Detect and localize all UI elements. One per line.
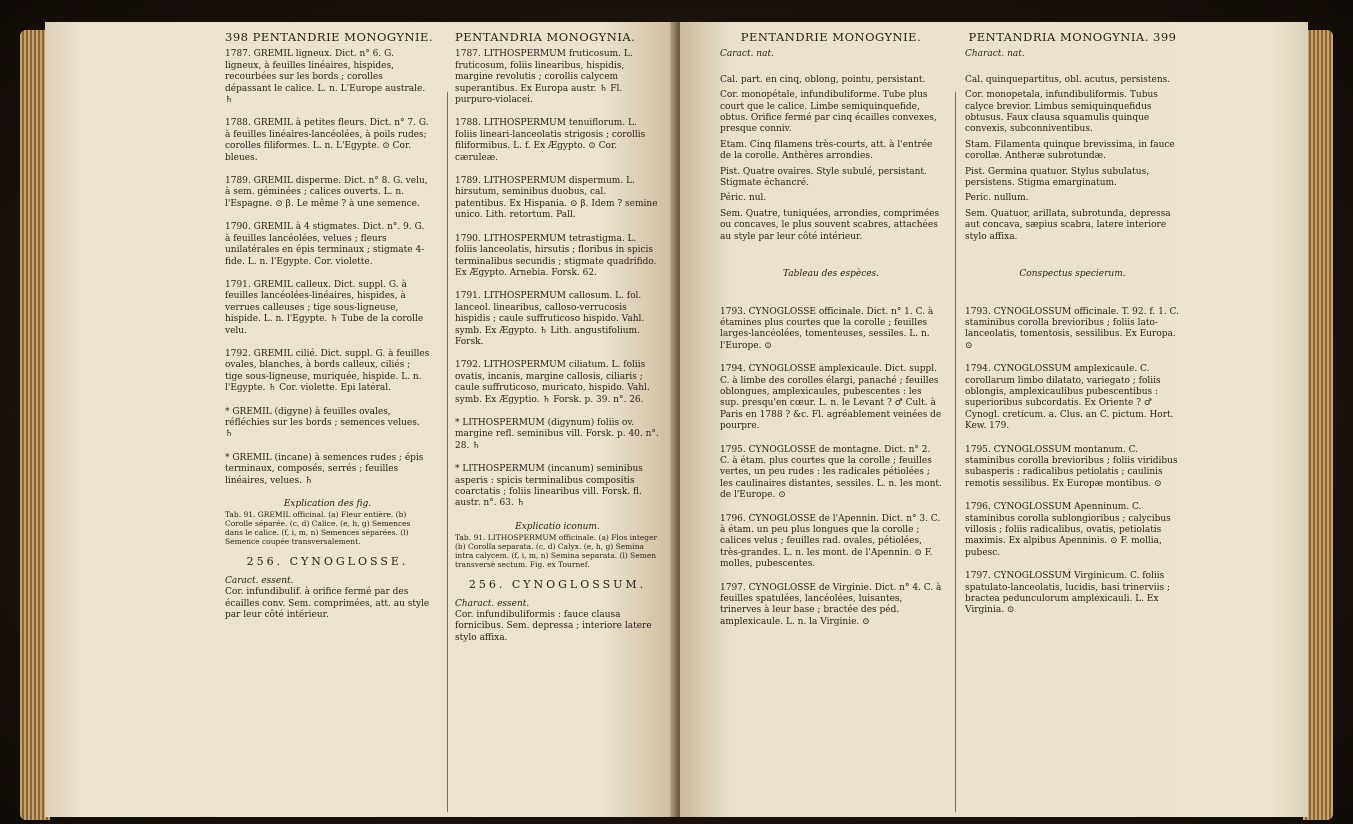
explication-title: Explication des fig. [283, 499, 372, 509]
left-latin-column [455, 32, 660, 644]
charact-label: Caract. essent. [225, 575, 294, 586]
char-paragraph: Pist. Quatre ovaires. Style subulé, persistant. Stigmate échancré. [720, 166, 927, 189]
entry: 1792. LITHOSPERMUM ciliatum. L. foliis ovatis, incanis, margine callosis, ciliaris ; caule suffruticoso, muricato, hispido. Vahl. symb. Ex Ægyptio. ♄ Forsk. p. 39. n°. 26. [455, 360, 650, 405]
char-paragraph: Pist. Germina quatuor. Stylus subulatus, persistens. Stigma emarginatum. [965, 166, 1150, 189]
column-rule [955, 92, 956, 812]
entry: 1795. CYNOGLOSSE de montagne. Dict. n° 2. C. à étam. plus courtes que la corolle ; feuilles vertes, un peu rudes : les radicales pétiolées ; les caulinaires distantes, sessiles. L. n. les mont. de l'Europe. ⊙ [720, 444, 942, 501]
entry: 1790. LITHOSPERMUM tetrastigma. L. foliis lanceolatis, hirsutis ; floribus in spicis terminalibus secundis ; stigmate quadrifido. Ex Ægypto. Arnebia. Forsk. 62. [455, 233, 657, 278]
entry: 1790. GREMIL à 4 stigmates. Dict. n°. 9. G. à feuilles lancéolées, velues ; fleurs unilatérales en épis terminaux ; stigmate 4-fide. L. n. l'Egypte. Cor. violette. [225, 222, 425, 267]
charact-label: Charact. essent. [455, 598, 530, 609]
char-paragraph: Stam. Filamenta quinque brevissima, in fauce corollæ. Antheræ subrotundæ. [965, 139, 1175, 162]
char-paragraph: Cor. monopétale, infundibuliforme. Tube plus court que le calice. Limbe semiquinquefide, obtus. Orifice fermé par cinq écailles convexes, presque conniv. [720, 90, 937, 135]
entry: * GREMIL (incane) à semences rudes ; épis terminaux, composés, serrés ; feuilles linéaires, velues. ♄ [225, 452, 424, 486]
entry: 1791. GREMIL calleux. Dict. suppl. G. à feuilles lancéolées-linéaires, hispides, à verrues calleuses ; tige sous-ligneuse, hispide. L. n. l'Egypte. ♄ Tube de la corolle velu. [225, 279, 424, 336]
entry: * GREMIL (digyne) à feuilles ovales, réfléchies sur les bords ; semences velues. ♄ [225, 406, 420, 440]
right-french-header: PENTANDRIE MONOGYNIE. [740, 30, 922, 44]
char-paragraph: Péric. nul. [720, 193, 767, 204]
charact-label: Charact. nat. [965, 49, 1025, 60]
right-latin-column [965, 32, 1180, 629]
entry: 1789. GREMIL disperme. Dict. n° 8. G. velu, à sem. géminées ; calices ouverts. L. n. l'Espagne. ⊙ β. Le même ? à une semence. [225, 176, 428, 209]
entry: 1796. CYNOGLOSSE de l'Apennin. Dict. n° 3. C. à étam. un peu plus longues que la corolle ; calices velus ; feuilles rad. ovales, pétiolées, très-grandes. L. n. les mont. de l'Apennin. ⊙ F. molles, pubescentes. [720, 513, 941, 570]
entry: 1788. GREMIL à petites fleurs. Dict. n° 7. G. à feuilles linéaires-lancéolées, à poils rudes; corolles filiformes. L. n. L'Egypte. ⊙ Cor. bleues. [225, 118, 429, 163]
entry: 1787. LITHOSPERMUM fruticosum. L. fruticosum, foliis linearibus, hispidis, margine revolutis ; corollis calycem superantibus. Ex Europa austr. ♄ Fl. purpuro-violacei. [455, 49, 633, 106]
char-paragraph: Etam. Cinq filamens très-courts, att. à l'entrée de la corolle. Anthères arrondies. [720, 139, 933, 162]
left-latin-header: PENTANDRIA MONOGYNIA. [455, 30, 636, 44]
section-title: 256. CYNOGLOSSUM. [468, 578, 647, 592]
char-paragraph: Cal. quinquepartitus, obl. acutus, persistens. [965, 74, 1171, 85]
corolla-description: Cor. infundibuliformis : fauce clausa fornicibus. Sem. depressa ; interiore latere stylo affixa. [455, 610, 652, 643]
entry: 1794. CYNOGLOSSE amplexicaule. Dict. suppl. C. à limbe des corolles élargi, panaché ; feuilles oblongues, amplexicaules, pubescentes : les sup. presqu'en cœur. L. n. le Levant ? ♂ Cult. à Paris en 1788 ? &c. Fl. agréablement veinées de pourpre. [720, 364, 942, 432]
entry: 1796. CYNOGLOSSUM Apenninum. C. staminibus corolla sublongioribus ; calycibus villosis ; foliis radicalibus, ovatis, petiolatis maximis. Ex alpibus Apenninis. ⊙ F. mollia, pubesc. [965, 502, 1171, 558]
corolla-description: Cor. infundibulif. à orifice fermé par des écailles conv. Sem. comprimées, att. au style par leur côté intérieur. [225, 587, 430, 621]
explication-text: Tab. 91. GREMIL officinal. (a) Fleur entière. (b) Corolle séparée. (c, d) Calice. (e, h, g) Semences dans le calice. (f, i, m, n) Semences séparées. (l) Semence coupée transversalement. [225, 510, 411, 547]
entry: * LITHOSPERMUM (digynum) foliis ov. margine refl. seminibus vill. Forsk. p. 40. n°. 28. ♄ [455, 417, 659, 451]
right-latin-header: PENTANDRIA MONOGYNIA. 399 [968, 30, 1177, 44]
explicatio-text: Tab. 91. LITHOSPERMUM officinale. (a) Flos integer (b) Corolla separata. (c, d) Calyx. (e, h, g) Semina intra calycem. (f, i, m, n) Semina separata. (l) Semen transversè sectum. Fig. ex Tournef. [455, 533, 658, 570]
entry: 1797. CYNOGLOSSE de Virginie. Dict. n° 4. C. à feuilles spatulées, lancéolées, luisantes, trinerves à leur base ; bractée des péd. amplexicaule. L. n. la Virginie. ⊙ [720, 582, 942, 627]
section-title: 256. CYNOGLOSSE. [246, 555, 409, 569]
conspectus-title: Conspectus specierum. [1019, 269, 1126, 280]
explicatio-title: Explicatio iconum. [515, 521, 600, 532]
column-rule [447, 92, 448, 812]
entry: 1791. LITHOSPERMUM callosum. L. fol. lanceol. linearibus, calloso-verrucosis hispidis ; caule suffruticoso hispido. Vahl. symb. Ex Ægypto. ♄ Lith. angustifolium. Forsk. [455, 291, 645, 347]
entry: * LITHOSPERMUM (incanum) seminibus asperis : spicis terminalibus compositis coarctatis ; foliis linearibus vill. Forsk. fl. austr. n°. 63. ♄ [455, 464, 643, 509]
char-paragraph: Peric. nullum. [965, 193, 1029, 204]
char-paragraph: Cal. part. en cinq, oblong, pointu, persistant. [720, 74, 926, 85]
char-paragraph: Sem. Quatuor, arillata, subrotunda, depressa aut concava, sæpius scabra, latere interiore stylo affixa. [965, 208, 1171, 242]
entry: 1787. GREMIL ligneux. Dict. n° 6. G. ligneux, à feuilles linéaires, hispides, recourbées sur les bords ; corolles dépassant le calice. L. n. L'Europe australe. ♄ [225, 49, 426, 106]
right-french-column [720, 32, 942, 640]
entry: 1793. CYNOGLOSSE officinale. Dict. n° 1. C. à étamines plus courtes que la corolle ; feuilles larges-lancéolées, tomenteuses, sessiles. L. n. l'Europe. ⊙ [720, 306, 934, 351]
char-paragraph: Cor. monopetala, infundibuliformis. Tubus calyce brevior. Limbus semiquinquefidus obtusus. Faux clausa squamulis quinque convexis, subconniventibus. [965, 90, 1158, 135]
entry: 1797. CYNOGLOSSUM Virginicum. C. foliis spatulato-lanceolatis, lucidis, basi trinerviis ; bractea pedunculorum amplexicauli. L. Ex Virginia. ⊙ [965, 571, 1171, 616]
charact-label: Caract. nat. [720, 49, 774, 60]
right-page [680, 22, 1308, 817]
entry: 1789. LITHOSPERMUM dispermum. L. hirsutum, seminibus duobus, cal. patentibus. Ex Hispania. ⊙ β. Idem ? semine unico. Lith. retortum. Pall. [455, 176, 658, 221]
entry: 1794. CYNOGLOSSUM amplexicaule. C. corollarum limbo dilatato, variegato ; foliis oblongis, amplexicaulibus pubescentibus : superioribus subcordatis. Ex Oriente ? ♂ Cynogl. creticum. a. Clus. an C. pictum. Hort. Kew. 179. [965, 364, 1174, 432]
char-paragraph: Sem. Quatre, tuniquées, arrondies, comprimées ou concaves, le plus souvent scabres, attachées au style par leur côté intérieur. [720, 208, 940, 242]
tableau-title: Tableau des espèces. [782, 269, 880, 280]
entry: 1795. CYNOGLOSSUM montanum. C. staminibus corolla brevioribus ; foliis viridibus subasperis : radicalibus petiolatis ; caulinis remotis sessilibus. Ex Europæ montibus. ⊙ [965, 444, 1178, 489]
entry: 1793. CYNOGLOSSUM officinale. T. 92. f. 1. C. staminibus corolla brevioribus ; foliis lato-lanceolatis, tomentosis, sessilibus. Ex Europa. ⊙ [965, 306, 1179, 351]
entry: 1792. GREMIL cilié. Dict. suppl. G. à feuilles ovales, blanches, à bords calleux, ciliés ; tige sous-ligneuse, muriquée, hispide. L. n. l'Egypte. ♄ Cor. violette. Epi latéral. [225, 348, 430, 394]
left-french-column [225, 30, 434, 621]
left-page [45, 22, 677, 817]
entry: 1788. LITHOSPERMUM tenuiflorum. L. foliis lineari-lanceolatis strigosis ; corollis filiformibus. L. f. Ex Ægypto. ⊙ Cor. cæruleæ. [455, 118, 646, 163]
left-french-header: 398 PENTANDRIE MONOGYNIE. [225, 30, 434, 44]
